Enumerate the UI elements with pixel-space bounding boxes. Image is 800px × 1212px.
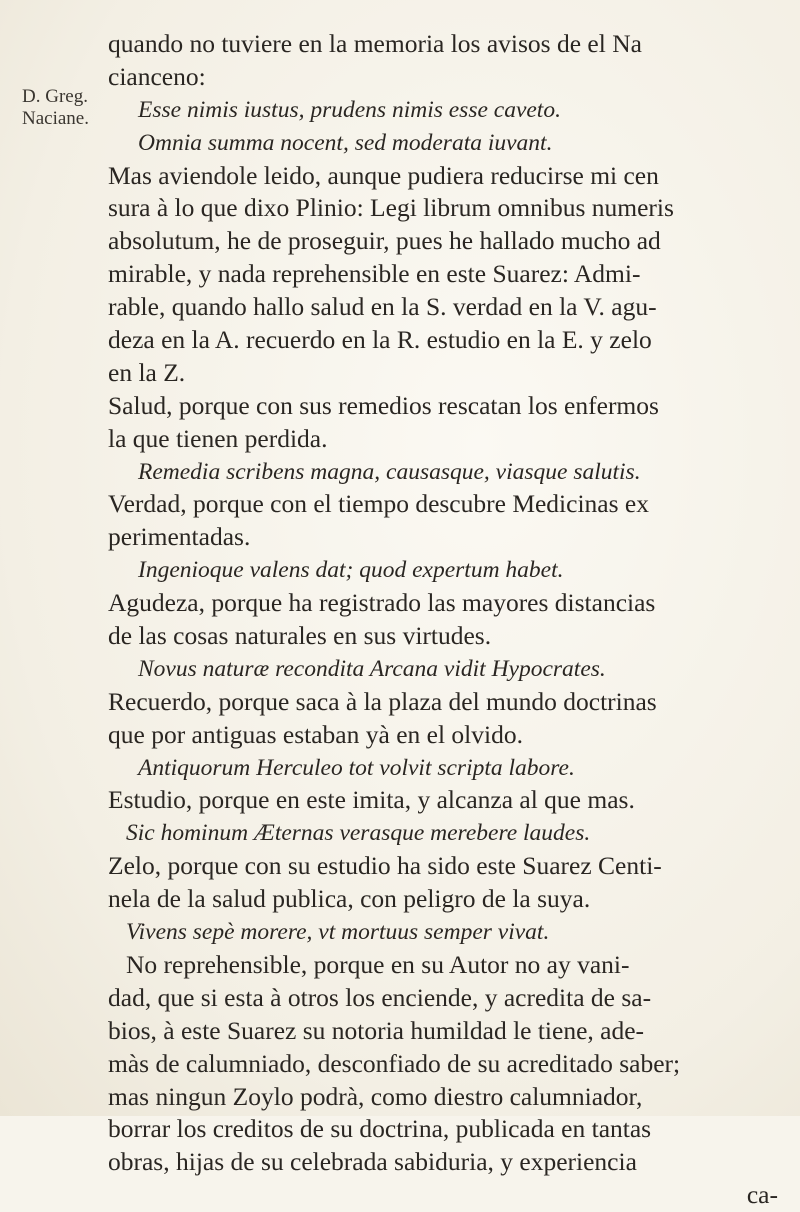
latin-verse: Esse nimis iustus, prudens nimis esse caveto.: [138, 96, 561, 123]
text-line: Verdad, porque con el tiempo descubre Medicinas ex: [108, 489, 649, 519]
latin-verse: Antiquorum Herculeo tot volvit scripta labore.: [138, 754, 575, 781]
body-text: [108, 28, 780, 1212]
text-line: Mas aviendole leido, aunque pudiera reducirse mi cen: [108, 160, 659, 190]
text-line: que por antiguas estaban yà en el olvido.: [108, 719, 523, 749]
text-line: dad, que si esta à otros los enciende, y acredita de sa-: [108, 982, 652, 1012]
text-line: nela de la salud publica, con peligro de la suya.: [108, 884, 591, 914]
text-line: absolutum, he de proseguir, pues he hallado mucho ad: [108, 226, 661, 256]
text-line: màs de calumniado, desconfiado de su acreditado saber;: [108, 1048, 681, 1078]
margin-note-line: Naciane.: [22, 108, 89, 129]
text-line: deza en la A. recuerdo en la R. estudio en la E. y zelo: [108, 325, 652, 355]
margin-note: [22, 86, 104, 130]
text-line: Estudio, porque en este imita, y alcanza al que mas.: [108, 785, 635, 815]
text-line: borrar los creditos de su doctrina, publicada en tantas: [108, 1114, 652, 1144]
text-line: mas ningun Zoylo podrà, como diestro calumniador,: [108, 1081, 643, 1111]
text-line: Zelo, porque con su estudio ha sido este Suarez Centi-: [108, 851, 662, 881]
text-line: bios, à este Suarez su notoria humildad le tiene, ade-: [108, 1015, 645, 1045]
text-line: Agudeza, porque ha registrado las mayores distancias: [108, 588, 656, 618]
latin-verse: Vivens sepè morere, vt mortuus semper vivat.: [126, 919, 550, 946]
text-line: sura à lo que dixo Plinio: Legi librum omnibus numeris: [108, 193, 674, 223]
latin-verse: Remedia scribens magna, causasque, viasque salutis.: [138, 458, 641, 485]
catchword: ca-: [746, 1180, 778, 1210]
text-line: en la Z.: [108, 357, 186, 387]
latin-verse: Ingenioque valens dat; quod expertum habet.: [138, 557, 564, 584]
text-line: cianceno:: [108, 61, 206, 91]
text-line: Recuerdo, porque saca à la plaza del mundo doctrinas: [108, 686, 657, 716]
latin-verse: Omnia summa nocent, sed moderata iuvant.: [138, 129, 553, 156]
margin-note-line: D. Greg.: [22, 86, 88, 107]
text-line: obras, hijas de su celebrada sabiduria, y experiencia: [108, 1147, 637, 1177]
text-line: de las cosas naturales en sus virtudes.: [108, 621, 492, 651]
text-line: rable, quando hallo salud en la S. verdad en la V. agu-: [108, 292, 657, 322]
text-line: Salud, porque con sus remedios rescatan los enfermos: [108, 390, 659, 420]
text-line: mirable, y nada reprehensible en este Suarez: Admi-: [108, 259, 641, 289]
text-line: quando no tuviere en la memoria los avisos de el Na: [108, 29, 642, 58]
latin-verse: Novus naturæ recondita Arcana vidit Hypocrates.: [138, 655, 606, 682]
text-line: la que tienen perdida.: [108, 423, 328, 453]
text-line: perimentadas.: [108, 522, 251, 552]
text-line: No reprehensible, porque en su Autor no ay vani-: [126, 949, 630, 979]
latin-verse: Sic hominum Æternas verasque merebere laudes.: [126, 820, 591, 847]
